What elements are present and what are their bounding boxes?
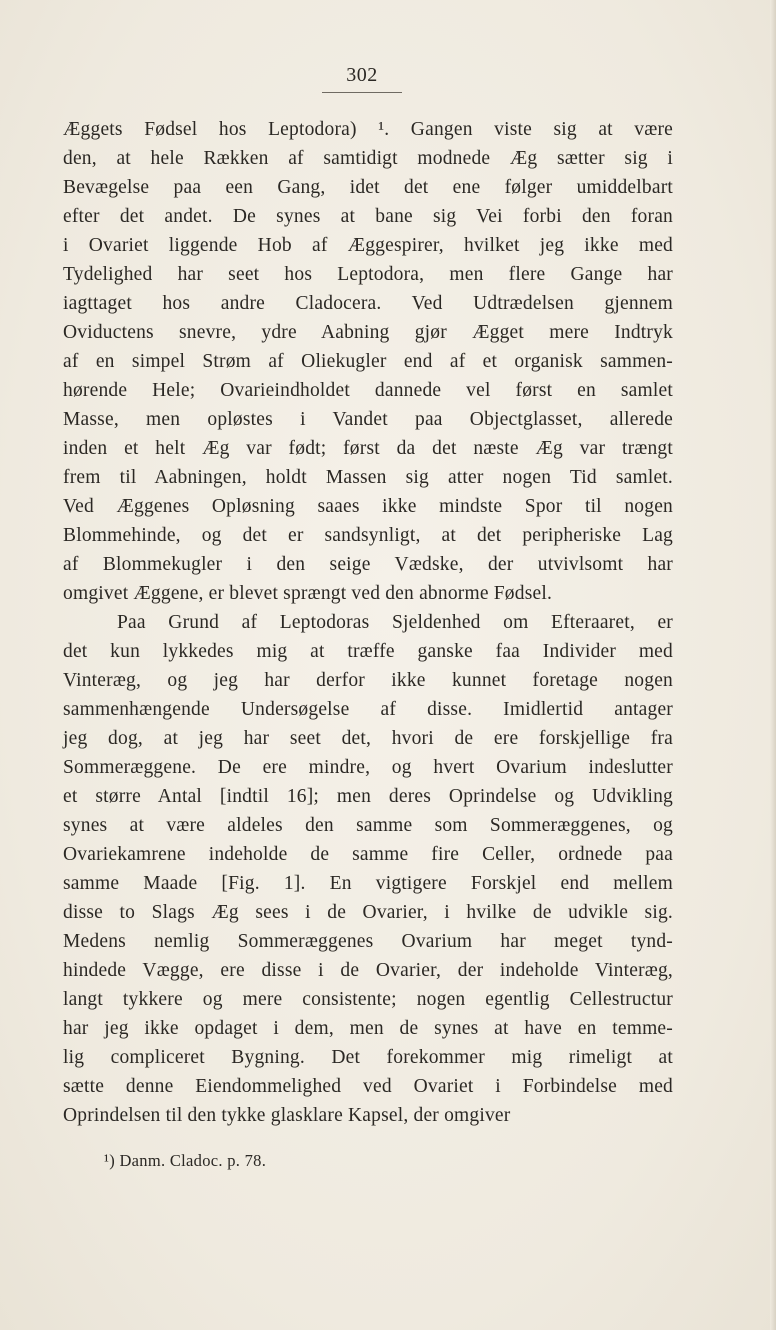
- text-line: det kun lykkedes mig at træffe ganske faa Individer med: [63, 641, 673, 662]
- text-line: af Blommekugler i den seige Vædske, der utvivlsomt har: [63, 554, 673, 575]
- text-line: af en simpel Strøm af Oliekugler end af et organisk sammen-: [63, 351, 673, 372]
- text-line: Oviductens snevre, ydre Aabning gjør Ægget mere Indtryk: [63, 322, 673, 343]
- text-line: jeg dog, at jeg har seet det, hvori de ere forskjellige fra: [63, 728, 673, 749]
- footnote: ¹) Danm. Cladoc. p. 78.: [104, 1151, 267, 1170]
- page-number-rule: [322, 92, 402, 93]
- text-line: hørende Hele; Ovarieindholdet dannede vel først en samlet: [63, 380, 673, 401]
- text-line: disse to Slags Æg sees i de Ovarier, i hvilke de udvikle sig.: [63, 902, 673, 923]
- text-line: sætte denne Eiendommelighed ved Ovariet i Forbindelse med: [63, 1076, 673, 1097]
- text-line: samme Maade [Fig. 1]. En vigtigere Forskjel end mellem: [63, 873, 673, 894]
- text-line: Masse, men opløstes i Vandet paa Objectglasset, allerede: [63, 409, 673, 430]
- text-line: Ovariekamrene indeholde de samme fire Celler, ordnede paa: [63, 844, 673, 865]
- text-line: Oprindelsen til den tykke glasklare Kapsel, der omgiver: [63, 1105, 511, 1126]
- text-line: langt tykkere og mere consistente; nogen egentlig Cellestructur: [63, 989, 673, 1010]
- text-line: Vinteræg, og jeg har derfor ikke kunnet foretage nogen: [63, 670, 673, 691]
- text-line: frem til Aabningen, holdt Massen sig atter nogen Tid samlet.: [63, 467, 673, 488]
- text-line: lig compliceret Bygning. Det forekommer mig rimeligt at: [63, 1047, 673, 1068]
- page-edge: [770, 0, 776, 1330]
- text-line: Blommehinde, og det er sandsynligt, at det peripheriske Lag: [63, 525, 673, 546]
- text-line: i Ovariet liggende Hob af Æggespirer, hvilket jeg ikke med: [63, 235, 673, 256]
- text-line: hindede Vægge, ere disse i de Ovarier, der indeholde Vinteræg,: [63, 960, 673, 981]
- text-line: synes at være aldeles den samme som Sommeræggenes, og: [63, 815, 673, 836]
- text-line: efter det andet. De synes at bane sig Vei forbi den foran: [63, 206, 673, 227]
- text-line: Tydelighed har seet hos Leptodora, men flere Gange har: [63, 264, 673, 285]
- text-line: Æggets Fødsel hos Leptodora) ¹. Gangen viste sig at være: [63, 119, 673, 140]
- text-line: sammenhængende Undersøgelse af disse. Imidlertid antager: [63, 699, 673, 720]
- text-line: Paa Grund af Leptodoras Sjeldenhed om Efteraaret, er: [117, 612, 673, 633]
- text-line: Sommeræggene. De ere mindre, og hvert Ovarium indeslutter: [63, 757, 673, 778]
- text-line: Ved Æggenes Opløsning saaes ikke mindste Spor til nogen: [63, 496, 673, 517]
- text-line: den, at hele Rækken af samtidigt modnede Æg sætter sig i: [63, 148, 673, 169]
- text-line: iagttaget hos andre Cladocera. Ved Udtrædelsen gjennem: [63, 293, 673, 314]
- text-line: Medens nemlig Sommeræggenes Ovarium har meget tynd-: [63, 931, 673, 952]
- text-line: omgivet Æggene, er blevet sprængt ved den abnorme Fødsel.: [63, 583, 553, 604]
- page-number: 302: [346, 64, 378, 86]
- text-line: har jeg ikke opdaget i dem, men de synes at have en temme-: [63, 1018, 673, 1039]
- text-line: Bevægelse paa een Gang, idet det ene følger umiddelbart: [63, 177, 673, 198]
- text-line: inden et helt Æg var født; først da det næste Æg var trængt: [63, 438, 673, 459]
- text-line: et større Antal [indtil 16]; men deres Oprindelse og Udvikling: [63, 786, 673, 807]
